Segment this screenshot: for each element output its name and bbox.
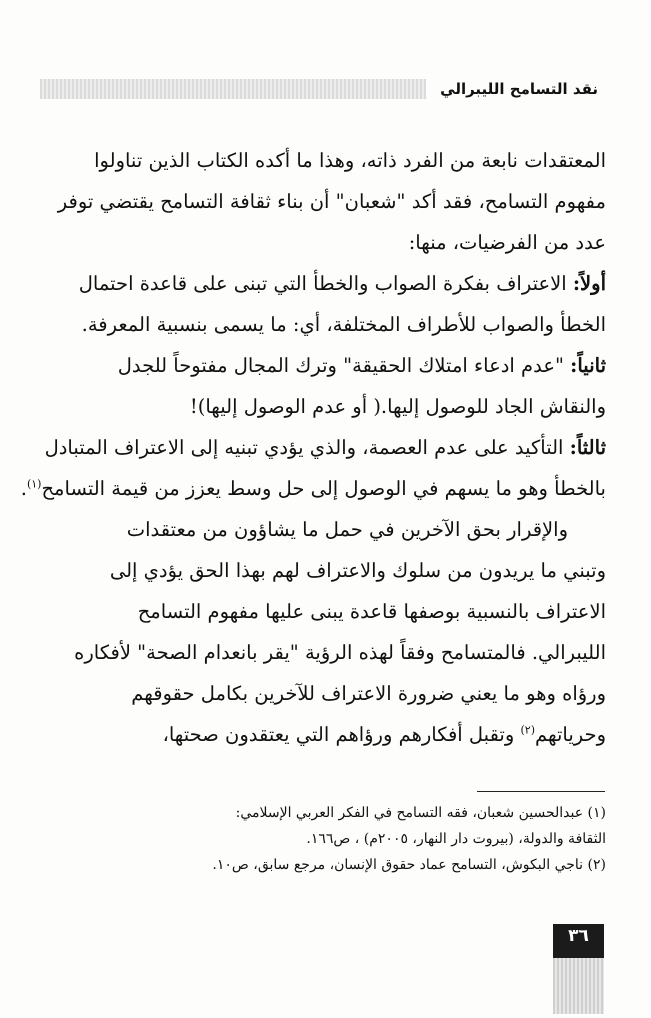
text-line: والإقرار بحق الآخرين في حمل ما يشاؤون من معتقدات — [126, 518, 568, 541]
body-text — [20, 140, 606, 755]
text-line: الاعتراف بالنسبية بوصفها قاعدة يبنى عليها مفهوم التسامح — [137, 600, 606, 623]
footnote: الثقافة والدولة، (بيروت دار النهار، ٢٠٠٥م) ، ص١٦٦. — [306, 831, 606, 847]
book-title: نقد التسامح الليبرالي — [426, 76, 606, 102]
text-line: أولاً: الاعتراف بفكرة الصواب والخطأ التي تبنى على قاعدة احتمال — [78, 272, 606, 295]
page-number: ٣٦ — [568, 926, 589, 946]
text-line: وحرياتهم$^{(٢)}$ وتقبل أفكارهم ورؤاهم التي يعتقدون صحتها، — [162, 723, 606, 746]
footnote: (٢) ناجي البكوش، التسامح عماد حقوق الإنسان، مرجع سابق، ص١٠. — [212, 857, 606, 873]
text-line: ورؤاه وهو ما يعني ضرورة الاعتراف للآخرين بكامل حقوقهم — [131, 682, 606, 705]
page-number-band — [553, 958, 604, 1014]
text-line: المعتقدات نابعة من الفرد ذاته، وهذا ما أكده الكتاب الذين تناولوا — [94, 149, 606, 172]
running-header — [40, 76, 606, 102]
text-line: ثانياً: "عدم ادعاء امتلاك الحقيقة" وترك المجال مفتوحاً للجدل — [117, 354, 606, 377]
footnote-separator — [477, 791, 605, 792]
point-label: ثانياً: — [570, 354, 606, 377]
text-line: بالخطأ وهو ما يسهم في الوصول إلى حل وسط يعزز من قيمة التسامح$^{(١)}$. — [20, 477, 606, 500]
point-label: أولاً: — [572, 272, 606, 295]
text-line: الليبرالي. فالمتسامح وفقاً لهذه الرؤية "يقر بانعدام الصحة" لأفكاره — [74, 641, 606, 664]
text-line: عدد من الفرضيات، منها: — [408, 231, 606, 254]
footnote-ref: (٢) — [520, 723, 535, 737]
footnote: (١) عبدالحسين شعبان، فقه التسامح في الفكر العربي الإسلامي: — [235, 805, 606, 821]
text-line: والنقاش الجاد للوصول إليها.( أو عدم الوصول إليها)! — [189, 395, 606, 418]
point-label: ثالثاً: — [569, 436, 606, 459]
text-line: ثالثاً: التأكيد على عدم العصمة، والذي يؤدي تبنيه إلى الاعتراف المتبادل — [44, 436, 606, 459]
footnote-ref: (١) — [26, 477, 42, 491]
text-line: مفهوم التسامح، فقد أكد "شعبان" أن بناء ثقافة التسامح يقتضي توفر — [57, 190, 606, 213]
page-number-box — [553, 924, 604, 958]
text-line: وتبني ما يريدون من سلوك والاعتراف لهم بهذا الحق يؤدي إلى — [109, 559, 606, 582]
footnotes — [40, 800, 606, 878]
text-line: الخطأ والصواب للأطراف المختلفة، أي: ما يسمى بنسبية المعرفة. — [81, 313, 606, 336]
